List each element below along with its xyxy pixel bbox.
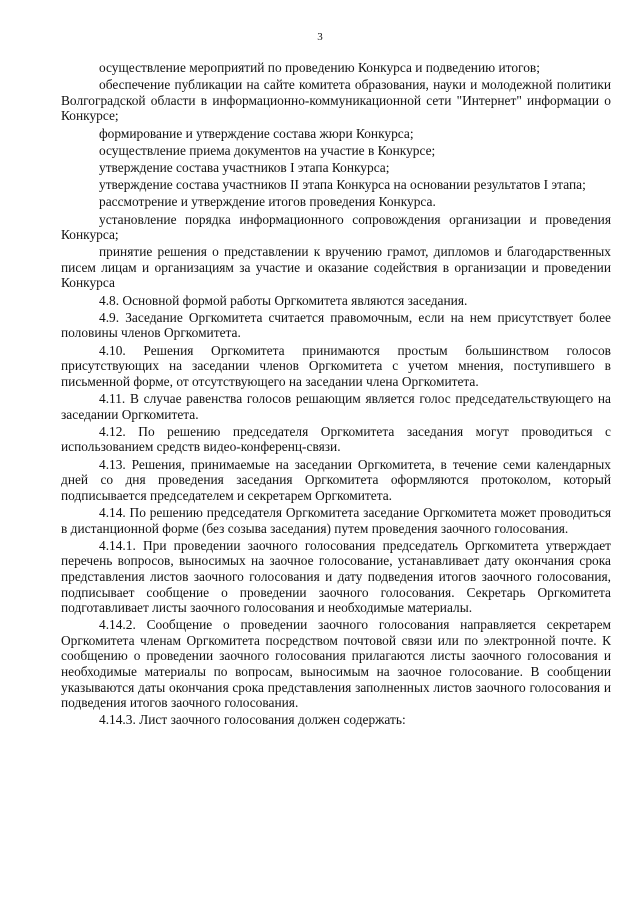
clause-4-12: 4.12. По решению председателя Оргкомитета заседания могут проводиться с использованием средств видео-конференц-связи. xyxy=(61,423,611,455)
paragraph: обеспечение публикации на сайте комитета образования, науки и молодежной политики Волгоградской области в информационно-коммуникационной сети "Интернет" информации о Конкурсе; xyxy=(61,77,611,124)
paragraph: утверждение состава участников II этапа Конкурса на основании результатов I этапа; xyxy=(99,177,586,193)
paragraph: осуществление мероприятий по проведению Конкурса и подведению итогов; xyxy=(99,60,540,75)
clause-4-8: 4.8. Основной формой работы Оргкомитета являются заседания. xyxy=(99,292,468,308)
paragraph: рассмотрение и утверждение итогов проведения Конкурса. xyxy=(99,194,436,210)
document-body xyxy=(61,60,611,730)
paragraph: осуществление приема документов на участие в Конкурсе; xyxy=(99,142,436,158)
clause-4-14-3: 4.14.3. Лист заочного голосования должен содержать: xyxy=(99,712,406,728)
paragraph: формирование и утверждение состава жюри Конкурса; xyxy=(99,125,414,141)
clause-4-14-2: 4.14.2. Сообщение о проведении заочного голосования направляется секретарем Оргкомитета членам Оргкомитета посредством почтовой связи или по электронной почте. К сообщению о проведении заочного голосования прилагаются листы заочного голосования и необходимые материалы по вопросам, выносимым на заочное голосование. В сообщении указываются даты окончания срока представления заполненных листов заочного голосования и подведения итогов заочного голосования. xyxy=(61,617,611,711)
clause-4-10: 4.10. Решения Оргкомитета принимаются простым большинством голосов присутствующих на заседании членов Оргкомитета с учетом мнения, поступившего в письменной форме, от отсутствующего на заседании члена Оргкомитета. xyxy=(61,342,611,389)
clause-4-13: 4.13. Решения, принимаемые на заседании Оргкомитета, в течение семи календарных дней со дня проведения заседания Оргкомитета оформляются протоколом, который подписывается председателем и секретарем Оргкомитета. xyxy=(61,456,611,503)
clause-4-11: 4.11. В случае равенства голосов решающим является голос председательствующего на заседании Оргкомитета. xyxy=(61,391,611,422)
clause-4-14: 4.14. По решению председателя Оргкомитета заседание Оргкомитета может проводиться в дистанционной форме (без созыва заседания) путем проведения заочного голосования. xyxy=(61,504,611,536)
paragraph: установление порядка информационного сопровождения организации и проведения Конкурса; xyxy=(61,211,611,243)
clause-4-9: 4.9. Заседание Оргкомитета считается правомочным, если на нем присутствует более половины членов Оргкомитета. xyxy=(61,309,611,341)
paragraph: принятие решения о представлении к вручению грамот, дипломов и благодарственных писем лицам и организациям за участие и оказание содействия в организации и проведении Конкурса xyxy=(61,244,611,291)
page-number: 3 xyxy=(317,31,323,43)
clause-4-14-1: 4.14.1. При проведении заочного голосования председатель Оргкомитета утверждает перечень вопросов, выносимых на заочное голосование, устанавливает дату окончания срока представления листов заочного голосования и дату подведения итогов заочного голосования, подписывает сообщение о проведении заочного голосования. Секретарь Оргкомитета подготавливает листы заочного голосования и необходимые материалы. xyxy=(61,537,611,616)
paragraph: утверждение состава участников I этапа Конкурса; xyxy=(99,159,390,175)
